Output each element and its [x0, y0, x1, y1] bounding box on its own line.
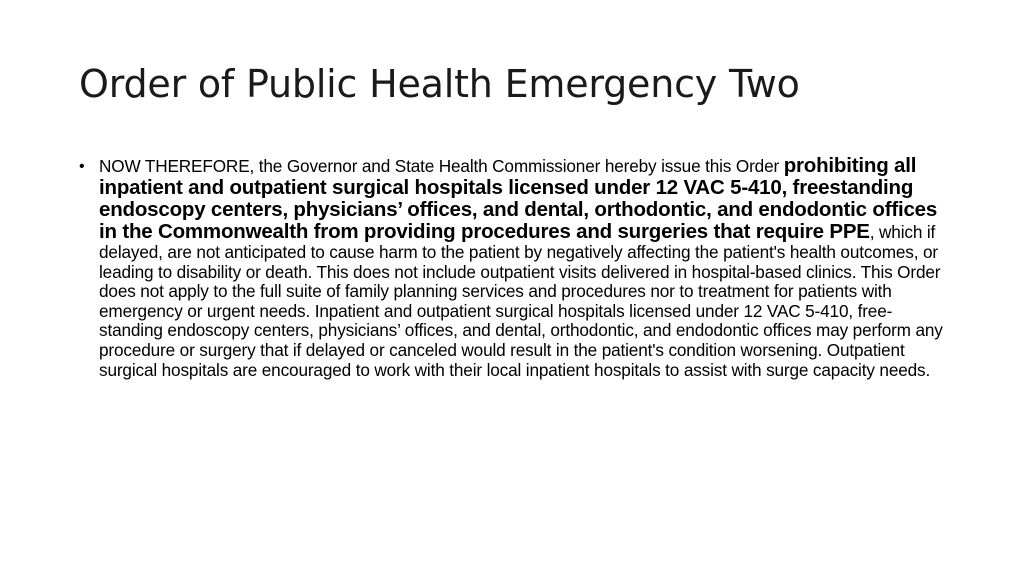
bullet-emphasis-text: prohibiting all inpatient and outpatient surgical hospitals licensed under 12 VAC 5-410, freestanding endoscopy centers, physicians’ offices, and dental, orthodontic, and endodontic offices in the Commonwealth from providing procedures and surgeries that require PPE [99, 154, 938, 243]
bullet-rest-text: , which if delayed, are not anticipated to cause harm to the patient by negatively affecting the patient's health outcomes, or leading to disability or death. This does not include outpatient visits delivered in hospital-based clinics. This Order does not apply to the full suite of family planning services and procedures nor to treatment for patients with emergency or urgent needs. Inpatient and outpatient surgical hospitals licensed under 12 VAC 5-410, free-standing endoscopy centers, physicians’ offices, and dental, orthodontic, and endodontic offices may perform any procedure or surgery that if delayed or canceled would result in the patient's condition worsening. Outpatient surgical hospitals are encouraged to work with their local inpatient hospitals to assist with surge capacity needs. [99, 222, 943, 380]
slide-title: Order of Public Health Emergency Two [79, 62, 800, 106]
bullet-marker: • [79, 158, 85, 175]
bullet-list [79, 155, 949, 380]
slide-content [79, 155, 949, 380]
bullet-item [79, 155, 949, 380]
bullet-text [99, 155, 949, 380]
bullet-intro-text: NOW THEREFORE, the Governor and State Health Commissioner hereby issue this Order [99, 156, 784, 176]
